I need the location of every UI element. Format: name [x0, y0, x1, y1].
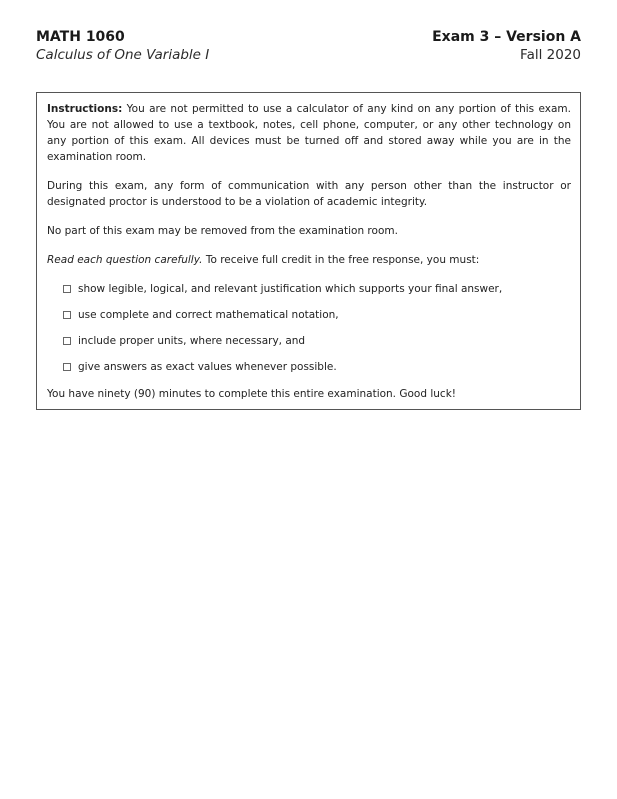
exam-header: [36, 28, 581, 64]
closing-paragraph: You have ninety (90) minutes to complete this entire examination. Good luck!: [47, 388, 456, 400]
exam-title: Exam 3 – Version A: [432, 29, 581, 45]
credit-intro-text: To receive full credit in the free response, you must:: [205, 254, 480, 266]
requirement-text: use complete and correct mathematical notation,: [78, 309, 339, 321]
requirement-item: [63, 359, 571, 375]
checkbox-icon: [63, 363, 71, 371]
exam-cover-page: [36, 28, 581, 410]
requirement-text: show legible, logical, and relevant justification which supports your final answer,: [78, 283, 503, 295]
instructions-paragraph-2: During this exam, any form of communication with any person other than the instructor or designated proctor is understood to be a violation of academic integrity.: [47, 180, 571, 208]
course-name: Calculus of One Variable I: [36, 47, 210, 63]
instructions-label: Instructions:: [47, 103, 123, 115]
instructions-box: [36, 92, 581, 410]
instructions-text-1: You are not permitted to use a calculator of any kind on any portion of this exam. You are not allowed to use a textbook, notes, cell phone, computer, or any other technology on any portion of this exam. All devices must be turned off and stored away while you are in the examination room.: [47, 103, 571, 163]
checkbox-icon: [63, 337, 71, 345]
requirement-text: include proper units, where necessary, and: [78, 335, 306, 347]
credit-intro-paragraph: [47, 252, 571, 268]
requirements-list: [47, 281, 571, 375]
checkbox-icon: [63, 285, 71, 293]
course-code: MATH 1060: [36, 29, 125, 45]
requirement-item: [63, 281, 571, 297]
read-carefully-text: Read each question carefully.: [47, 254, 203, 266]
requirement-text: give answers as exact values whenever possible.: [78, 361, 337, 373]
checkbox-icon: [63, 311, 71, 319]
semester: Fall 2020: [520, 47, 581, 63]
exam-info: [432, 28, 581, 64]
instructions-paragraph-1: [47, 101, 571, 165]
requirement-item: [63, 307, 571, 323]
requirement-item: [63, 333, 571, 349]
instructions-paragraph-3: No part of this exam may be removed from the examination room.: [47, 225, 398, 237]
course-info: [36, 28, 209, 64]
